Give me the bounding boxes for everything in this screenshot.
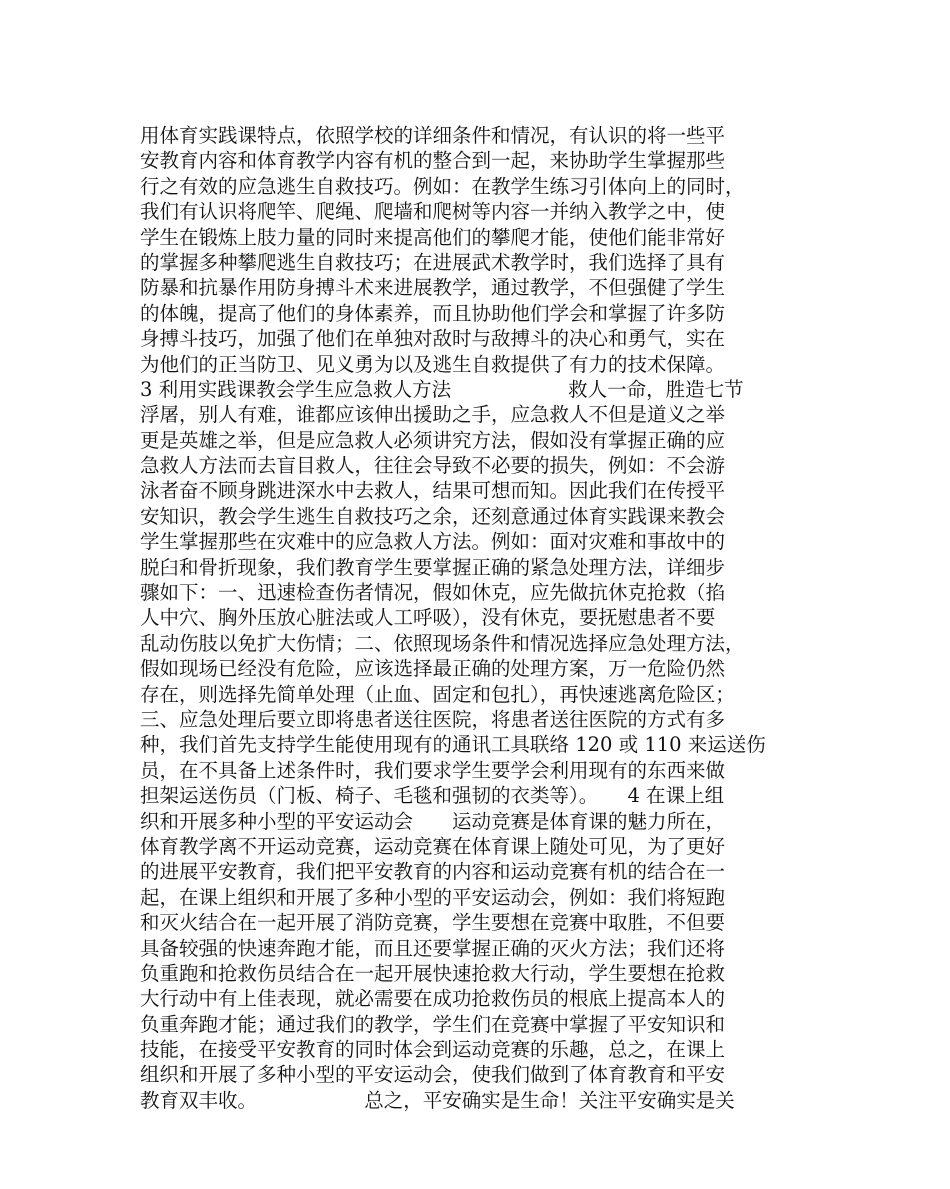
text-line: 三、应急处理后要立即将患者送往医院，将患者送往医院的方式有多 bbox=[140, 707, 726, 731]
text-line: 更是英雄之举，但是应急救人必须讲究方法，假如没有掌握正确的应 bbox=[140, 428, 726, 452]
text-line: 的掌握多种攀爬逃生自救技巧；在进展武术教学时，我们选择了具有 bbox=[140, 250, 726, 274]
text-line: 大行动中有上佳表现，就必需要在成功抢救伤员的根底上提高本人的 bbox=[140, 987, 726, 1011]
text-line: 安教育内容和体育教学内容有机的整合到一起，来协助学生掌握那些 bbox=[140, 149, 726, 173]
text-line: 我们有认识将爬竿、爬绳、爬墙和爬树等内容一并纳入教学之中，使 bbox=[140, 200, 726, 224]
section-heading-line: 担架运送伤员（门板、椅子、毛毯和强韧的衣类等）。 4 在课上组 bbox=[140, 784, 725, 808]
text-line: 骤如下：一、迅速检查伤者情况，假如休克，应先做抗休克抢救（掐 bbox=[140, 581, 726, 605]
text-line: 安知识，教会学生逃生自救技巧之余，还刻意通过体育实践课来教会 bbox=[140, 504, 726, 528]
text-line: 泳者奋不顾身跳进深水中去救人，结果可想而知。因此我们在传授平 bbox=[140, 479, 726, 503]
text-line: 浮屠，别人有难，谁都应该伸出援助之手，应急救人不但是道义之举 bbox=[140, 403, 726, 427]
text-line: 种，我们首先支持学生能使用现有的通讯工具联络 120 或 110 来运送伤 bbox=[140, 733, 766, 757]
text-line: 为他们的正当防卫、见义勇为以及逃生自救提供了有力的技术保障。 bbox=[140, 352, 726, 376]
text-line: 人中穴、胸外压放心脏法或人工呼吸），没有休克，要抚慰患者不要 bbox=[140, 606, 716, 630]
text-line: 急救人方法而去盲目救人，往往会导致不必要的损失，例如：不会游 bbox=[140, 454, 726, 478]
text-line: 乱动伤肢以免扩大伤情；二、依照现场条件和情况选择应急处理方法， bbox=[140, 631, 745, 655]
text-line: 起，在课上组织和开展了多种小型的平安运动会，例如：我们将短跑 bbox=[140, 885, 726, 909]
text-line: 负重奔跑才能；通过我们的教学，学生们在竞赛中掌握了平安知识和 bbox=[140, 1012, 726, 1036]
text-line: 负重跑和抢救伤员结合在一起开展快速抢救大行动，学生要想在抢救 bbox=[140, 961, 726, 985]
text-line: 织和开展多种小型的平安运动会 运动竞赛是体育课的魅力所在， bbox=[140, 809, 726, 833]
text-line: 身搏斗技巧，加强了他们在单独对敌时与敌搏斗的决心和勇气，实在 bbox=[140, 327, 726, 351]
text-line: 脱臼和骨折现象，我们教育学生要掌握正确的紧急处理方法，详细步 bbox=[140, 555, 726, 579]
text-line: 和灭火结合在一起开展了消防竞赛，学生要想在竞赛中取胜，不但要 bbox=[140, 911, 726, 935]
text-line: 的进展平安教育，我们把平安教育的内容和运动竞赛有机的结合在一 bbox=[140, 860, 726, 884]
text-line: 防暴和抗暴作用防身搏斗术来进展教学，通过教学，不但强健了学生 bbox=[140, 276, 726, 300]
section-heading-line: 3 利用实践课教会学生应急救人方法 救人一命，胜造七节 bbox=[140, 377, 744, 401]
text-line: 教育双丰收。 总之，平安确实是生命！关注平安确实是关 bbox=[140, 1088, 735, 1112]
text-line: 员，在不具备上述条件时，我们要求学生要学会利用现有的东西来做 bbox=[140, 758, 726, 782]
text-line: 组织和开展了多种小型的平安运动会，使我们做到了体育教育和平安 bbox=[140, 1063, 726, 1087]
text-line: 行之有效的应急逃生自救技巧。例如：在教学生练习引体向上的同时， bbox=[140, 174, 745, 198]
text-line: 用体育实践课特点，依照学校的详细条件和情况，有认识的将一些平 bbox=[140, 124, 726, 147]
body-text bbox=[140, 123, 820, 1113]
text-line: 学生掌握那些在灾难中的应急救人方法。例如：面对灾难和事故中的 bbox=[140, 530, 726, 554]
text-line: 具备较强的快速奔跑才能，而且还要掌握正确的灭火方法；我们还将 bbox=[140, 936, 726, 960]
text-line: 假如现场已经没有危险，应该选择最正确的处理方案，万一危险仍然 bbox=[140, 657, 726, 681]
text-line: 体育教学离不开运动竞赛，运动竞赛在体育课上随处可见，为了更好 bbox=[140, 834, 726, 858]
text-line: 的体魄，提高了他们的身体素养，而且协助他们学会和掌握了许多防 bbox=[140, 301, 726, 325]
text-line: 存在，则选择先简单处理（止血、固定和包扎），再快速逃离危险区； bbox=[140, 682, 735, 706]
text-line: 技能，在接受平安教育的同时体会到运动竞赛的乐趣，总之，在课上 bbox=[140, 1038, 726, 1062]
text-line: 学生在锻炼上肢力量的同时来提高他们的攀爬才能，使他们能非常好 bbox=[140, 225, 726, 249]
